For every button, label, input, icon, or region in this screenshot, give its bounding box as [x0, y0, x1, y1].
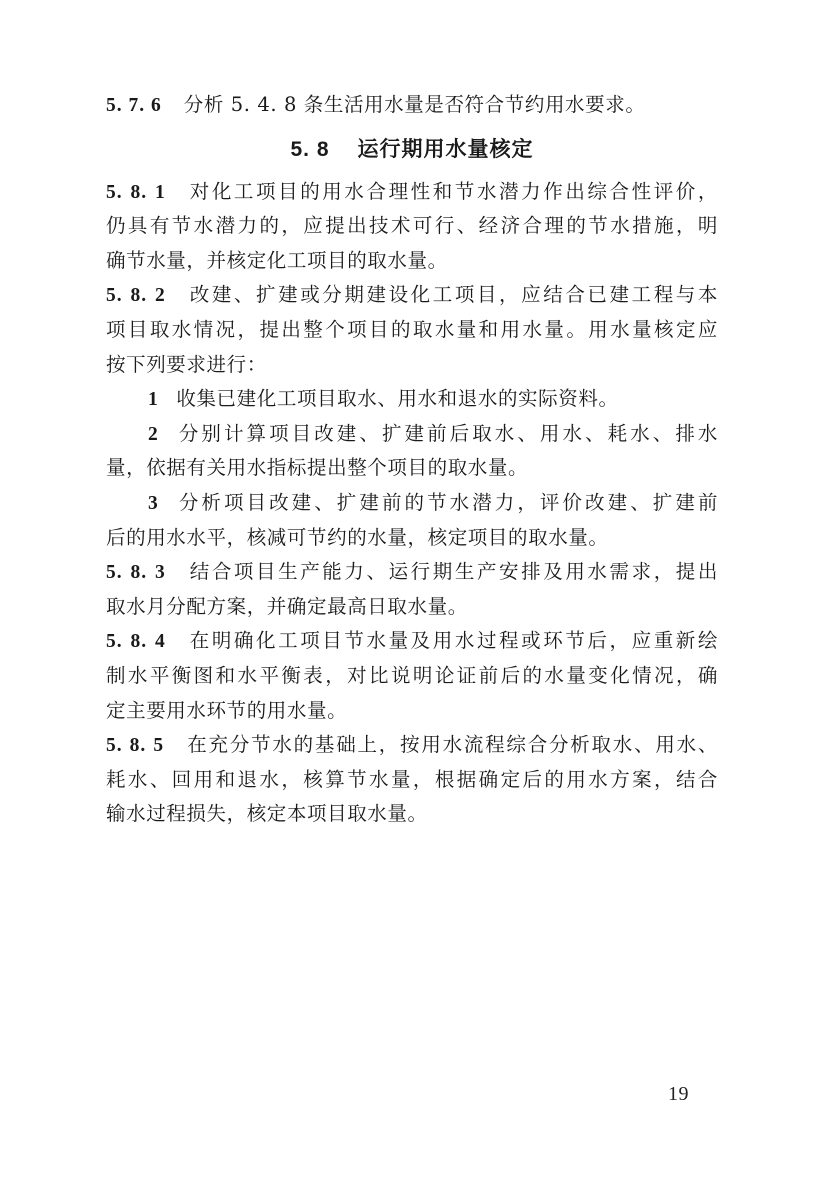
item-text: 分别计算项目改建、扩建前后取水、用水、耗水、排水 [176, 421, 718, 445]
clause-line [106, 624, 718, 659]
clause-line: 项目取水情况，提出整个项目的取水量和用水量。用水量核定应 [106, 317, 718, 341]
clause-number: 5. 8. 3 [106, 562, 166, 584]
clause-text: 在明确化工项目节水量及用水过程或环节后，应重新绘 [187, 629, 719, 653]
clause-line [106, 278, 718, 313]
clause-line [106, 175, 718, 210]
clause-5-8-4 [106, 624, 718, 728]
item-number: 1 [148, 389, 159, 411]
clause-text: 在充分节水的基础上，按用水流程综合分析取水、用水、 [186, 733, 718, 757]
clause-5-8-5 [106, 728, 718, 832]
clause-line: 制水平衡图和水平衡表，对比说明论证前后的水量变化情况，确 [106, 663, 718, 687]
clause-number: 5. 8. 5 [106, 735, 165, 757]
clause-line: 仍具有节水潜力的，应提出技术可行、经济合理的节水措施，明 [106, 214, 718, 238]
page-number: 19 [668, 1083, 689, 1105]
list-item-2-continuation: 量，依据有关用水指标提出整个项目的取水量。 [106, 456, 529, 480]
clause-line: 耗水、回用和退水，核算节水量，根据确定后的用水方案，结合 [106, 767, 718, 791]
section-heading-5-8 [106, 127, 718, 171]
clause-number: 5. 7. 6 [106, 95, 162, 116]
clause-text: 分析 5. 4. 8 条生活用水量是否符合节约用水要求。 [183, 93, 646, 116]
clause-line: 取水月分配方案，并确定最高日取水量。 [106, 594, 468, 618]
clause-text: 结合项目生产能力、运行期生产安排及用水需求，提出 [187, 560, 719, 584]
list-item-3 [106, 486, 718, 521]
clause-line: 输水过程损失，核定本项目取水量。 [106, 802, 428, 826]
clause-line [106, 728, 718, 763]
item-number: 2 [148, 423, 159, 445]
clause-5-7-6 [106, 88, 718, 123]
clause-number: 5. 8. 4 [106, 631, 166, 653]
clause-5-8-1 [106, 175, 718, 279]
document-body [106, 88, 718, 832]
clause-5-8-3 [106, 555, 718, 624]
clause-line: 定主要用水环节的用水量。 [106, 698, 348, 722]
item-text: 分析项目改建、扩建前的节水潜力，评价改建、扩建前 [176, 490, 718, 514]
clause-line: 按下列要求进行： [106, 352, 267, 376]
section-number: 5. 8 [290, 137, 330, 161]
list-item-2 [106, 417, 718, 452]
list-item-1 [106, 382, 718, 417]
item-number: 3 [148, 492, 159, 514]
clause-5-8-2 [106, 278, 718, 555]
clause-line [106, 555, 718, 590]
item-text: 收集已建化工项目取水、用水和退水的实际资料。 [176, 387, 619, 411]
clause-text: 改建、扩建或分期建设化工项目，应结合已建工程与本 [187, 283, 719, 307]
section-title: 运行期用水量核定 [357, 136, 534, 161]
list-item-3-continuation: 后的用水水平，核减可节约的水量，核定项目的取水量。 [106, 525, 609, 549]
clause-line: 确节水量，并核定化工项目的取水量。 [106, 248, 448, 272]
clause-number: 5. 8. 2 [106, 285, 166, 307]
clause-text: 对化工项目的用水合理性和节水潜力作出综合性评价， [187, 179, 719, 203]
clause-number: 5. 8. 1 [106, 181, 166, 203]
